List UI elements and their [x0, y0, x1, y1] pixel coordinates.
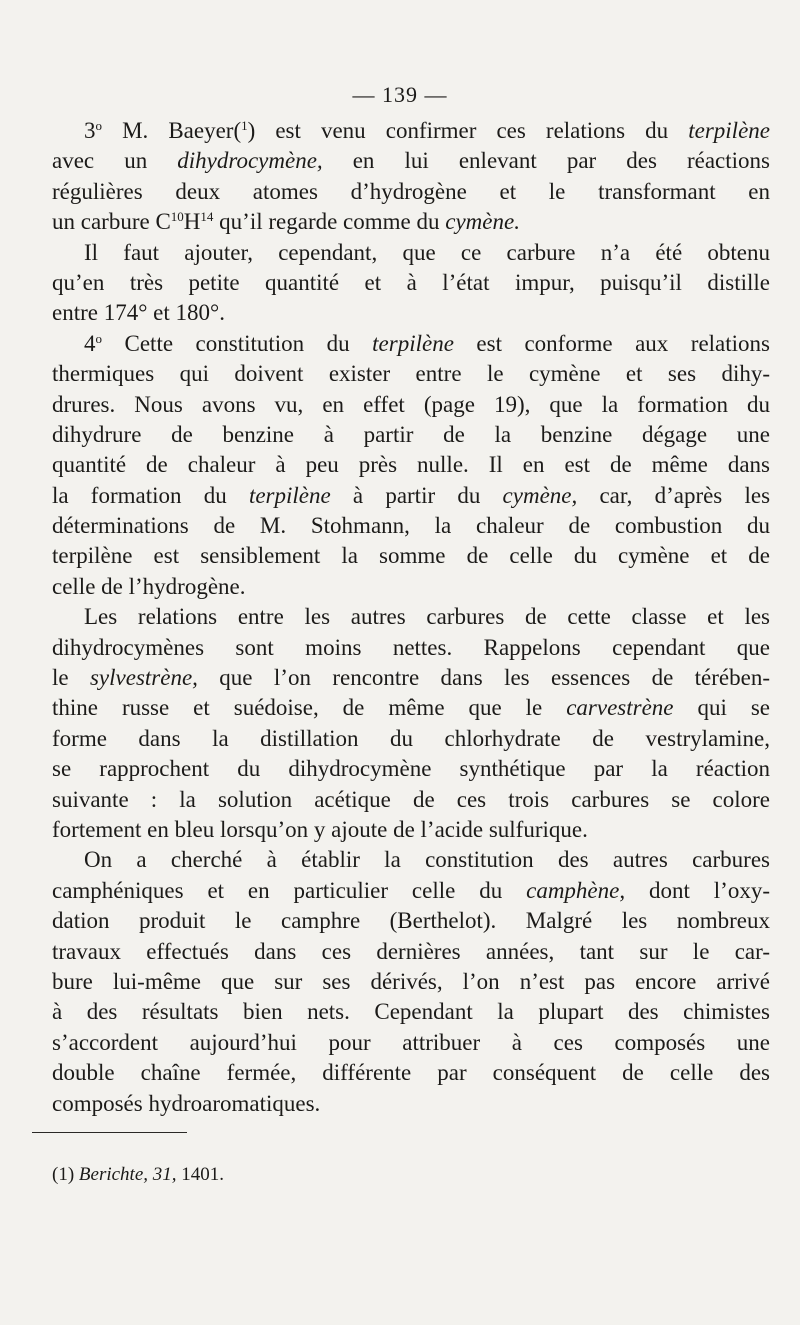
- italic-term: terpilène: [248, 482, 331, 508]
- text-line: [52, 1028, 770, 1058]
- text-run: 4: [84, 330, 96, 356]
- text-run: avec un: [52, 148, 178, 174]
- text-run: est conforme aux relations: [453, 330, 770, 356]
- text-run: Cette constitution du: [102, 330, 373, 356]
- footnote: [52, 1162, 224, 1188]
- text-line: [52, 602, 770, 632]
- text-line: [52, 116, 770, 146]
- text-line: [52, 298, 770, 328]
- text-run: thermiques qui doivent exister entre le cymène et ses dihy-: [52, 361, 770, 387]
- text-run: se rapprochent du dihydrocymène synthétique par la réaction: [52, 756, 770, 782]
- superscript: 14: [200, 209, 214, 225]
- text-line: [52, 238, 770, 268]
- italic-term: sylvestrène,: [89, 665, 198, 691]
- text-run: On a cherché à établir la constitution des autres carbures: [84, 847, 770, 873]
- italic-term: cymène.: [445, 209, 520, 235]
- text-run: à partir du: [330, 482, 503, 508]
- text-line: [52, 450, 770, 480]
- superscript: o: [95, 118, 102, 133]
- text-run: Les relations entre les autres carbures de cette classe et les: [84, 604, 770, 630]
- text-run: entre 174° et 180°.: [52, 300, 225, 326]
- text-run: camphéniques et en particulier celle du: [52, 877, 527, 903]
- text-run: travaux effectués dans ces dernières années, tant sur le car-: [52, 938, 770, 964]
- text-line: [52, 967, 770, 997]
- text-run: quantité de chaleur à peu près nulle. Il en est de même dans: [52, 452, 770, 478]
- text-run: déterminations de M. Stohmann, la chaleur de combustion du: [52, 513, 770, 539]
- text-run: fortement en bleu lorsqu’on y ajoute de l’acide sulfurique.: [52, 816, 588, 842]
- text-line: [52, 997, 770, 1027]
- italic-term: camphène,: [526, 877, 626, 903]
- text-run: dihydrocymènes sont moins nettes. Rappelons cependant que: [52, 634, 770, 660]
- footnote-title: Berichte,: [78, 1164, 149, 1185]
- text-run: double chaîne fermée, différente par conséquent de celle des: [52, 1060, 770, 1086]
- text-run: s’accordent aujourd’hui pour attribuer à ces composés une: [52, 1029, 770, 1055]
- text-line: [52, 511, 770, 541]
- text-run: un carbure C: [52, 209, 171, 235]
- text-run: terpilène est sensiblement la somme de celle du cymène et de: [52, 543, 770, 569]
- text-run: qu’en très petite quantité et à l’état impur, puisqu’il distille: [52, 269, 770, 295]
- text-line: [52, 724, 770, 754]
- text-run: en lui enlevant par des réactions: [322, 148, 770, 174]
- text-run: dation produit le camphre (Berthelot). Malgré les nombreux: [52, 908, 770, 934]
- superscript: 1: [241, 118, 248, 133]
- text-line: [52, 1058, 770, 1088]
- text-run: la formation du: [52, 482, 249, 508]
- text-run: dont l’oxy-: [625, 877, 770, 903]
- text-run: à des résultats bien nets. Cependant la plupart des chimistes: [52, 999, 770, 1025]
- text-line: [52, 329, 770, 359]
- text-line: [52, 937, 770, 967]
- text-run: qu’il regarde comme du: [213, 209, 446, 235]
- text-line: [52, 146, 770, 176]
- text-line: [52, 268, 770, 298]
- page-number: — 139 —: [352, 82, 448, 107]
- text-run: bure lui-même que sur ses dérivés, l’on n’est pas encore arrivé: [52, 968, 770, 994]
- text-line: [52, 207, 770, 237]
- footnote-volume: 31,: [152, 1164, 177, 1185]
- text-run: drures. Nous avons vu, en effet (page 19), que la formation du: [52, 391, 770, 417]
- text-line: [52, 754, 770, 784]
- text-run: 3: [84, 118, 96, 143]
- footnote-page: 1401.: [181, 1164, 225, 1185]
- text-line: [52, 390, 770, 420]
- text-line: [52, 359, 770, 389]
- text-line: [52, 420, 770, 450]
- text-run: ) est venu confirmer ces relations du: [247, 118, 689, 143]
- text-line: [52, 663, 770, 693]
- text-run: forme dans la distillation du chlorhydrate de vestrylamine,: [52, 725, 770, 751]
- text-run: régulières deux atomes d’hydrogène et le transformant en: [52, 178, 770, 204]
- text-run: qui se: [673, 695, 770, 721]
- superscript: 10: [170, 209, 184, 225]
- text-line: [52, 845, 770, 875]
- text-run: car, d’après les: [577, 482, 771, 508]
- italic-term: dihydrocymène,: [177, 148, 323, 174]
- italic-term: terpilène: [372, 330, 454, 356]
- italic-term: cymène,: [502, 482, 578, 508]
- text-run: composés hydroaromatiques.: [52, 1090, 321, 1116]
- superscript: o: [95, 330, 102, 346]
- text-line: [52, 815, 770, 845]
- text-line: [52, 785, 770, 815]
- body-text: [52, 116, 770, 1119]
- text-run: celle de l’hydrogène.: [52, 573, 246, 599]
- text-run: dihydrure de benzine à partir de la benzine dégage une: [52, 421, 770, 447]
- footnote-marker: (1): [52, 1164, 75, 1185]
- text-line: [52, 876, 770, 906]
- text-line: [52, 693, 770, 723]
- italic-term: terpilène: [688, 118, 770, 143]
- text-run: H: [183, 209, 201, 235]
- text-run: que l’on rencontre dans les essences de térében-: [197, 665, 770, 691]
- text-line: [52, 906, 770, 936]
- text-line: [52, 481, 770, 511]
- text-line: [52, 572, 770, 602]
- text-run: Il faut ajouter, cependant, que ce carbure n’a été obtenu: [84, 239, 770, 265]
- italic-term: carvestrène: [566, 695, 674, 721]
- text-run: le: [52, 665, 90, 691]
- text-line: [52, 1089, 770, 1119]
- footnote-divider: [32, 1132, 187, 1133]
- text-run: thine russe et suédoise, de même que le: [52, 695, 567, 721]
- text-line: [52, 177, 770, 207]
- text-line: [52, 633, 770, 663]
- text-run: M. Baeyer(: [102, 118, 242, 143]
- text-line: [52, 541, 770, 571]
- text-run: suivante : la solution acétique de ces trois carbures se colore: [52, 786, 770, 812]
